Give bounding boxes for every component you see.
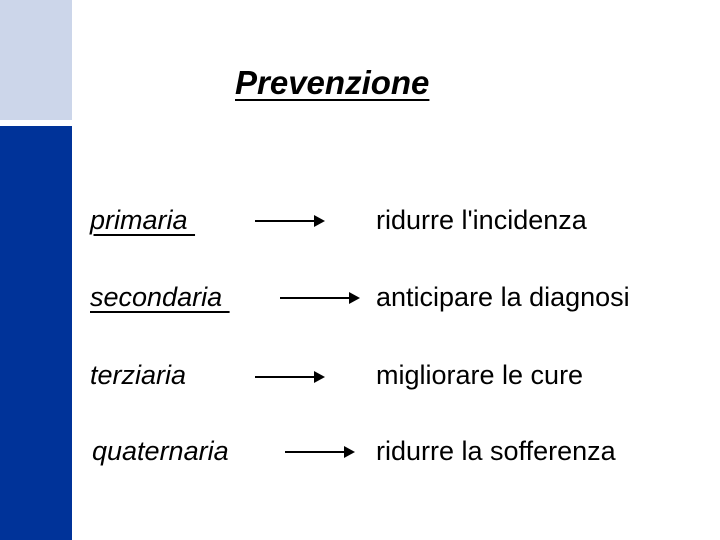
- arrow-right-icon: [255, 371, 325, 383]
- level-quaternaria-label: quaternaria: [92, 436, 229, 466]
- goal-terziaria-text: migliorare le cure: [376, 360, 584, 390]
- goal-quaternaria-text: ridurre la sofferenza: [376, 436, 616, 466]
- arrow-right-icon: [285, 446, 355, 458]
- level-terziaria-label: terziaria: [90, 360, 187, 390]
- sidebar-bottom-panel: [0, 126, 72, 540]
- level-secondaria-label: secondaria: [90, 282, 230, 312]
- arrow-right-icon: [280, 292, 360, 304]
- goal-primaria-text: ridurre l'incidenza: [376, 205, 587, 235]
- goal-secondaria-text: anticipare la diagnosi: [376, 282, 630, 312]
- arrow-right-icon: [255, 215, 325, 227]
- level-primaria-label: primaria: [90, 205, 196, 235]
- page-title: Prevenzione: [235, 64, 430, 101]
- sidebar-top-panel: [0, 0, 72, 120]
